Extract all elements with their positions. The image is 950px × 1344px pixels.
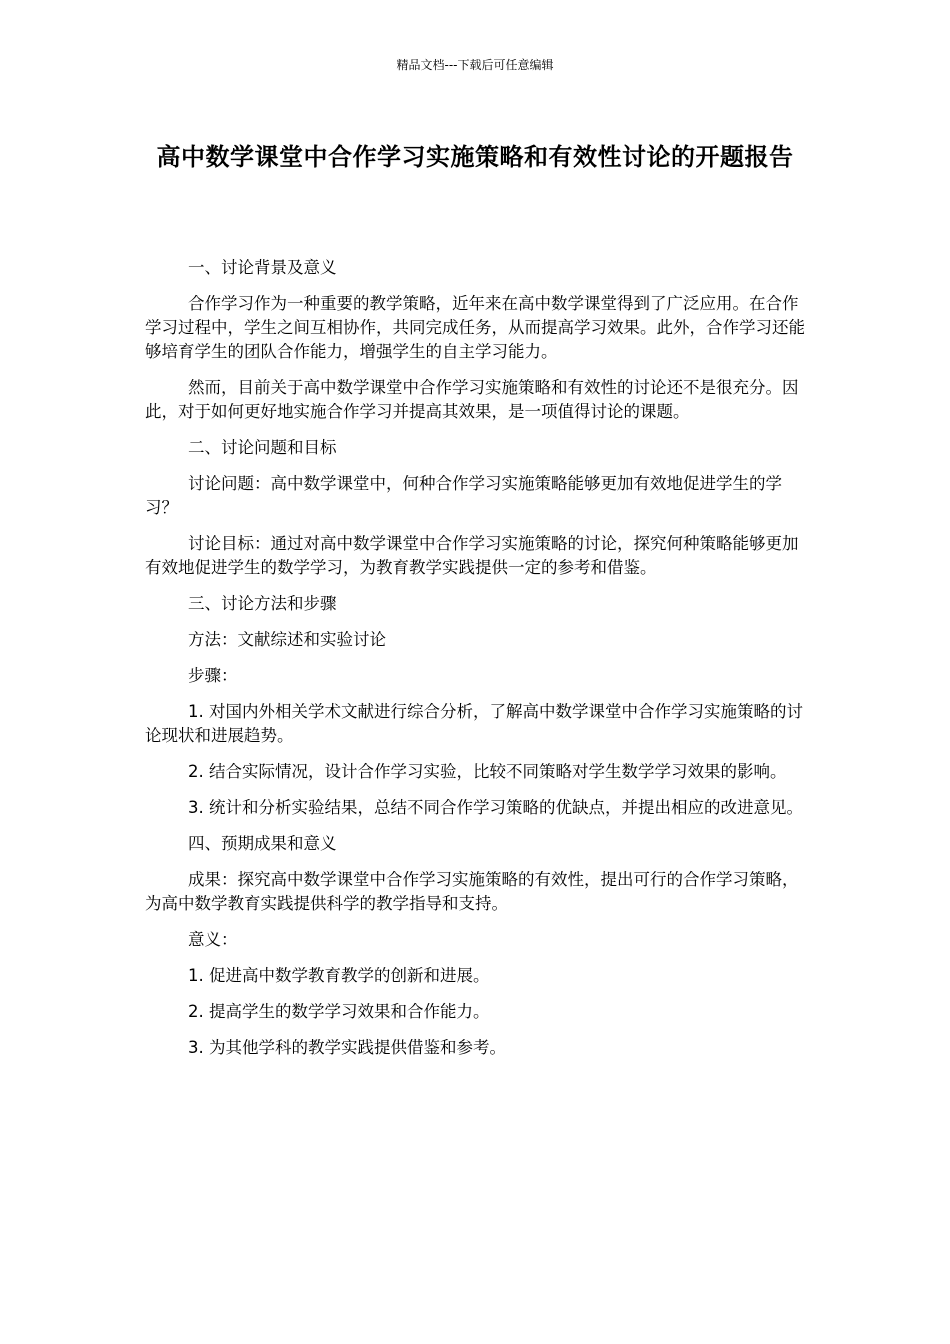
- section-heading-problem: 二、讨论问题和目标: [188, 438, 337, 457]
- paragraph: 意义：: [188, 930, 238, 949]
- paragraph: 方法：文献综述和实验讨论: [188, 630, 386, 649]
- list-item: 2. 提高学生的数学学习效果和合作能力。: [188, 1002, 490, 1021]
- section-heading-outcomes: 四、预期成果和意义: [188, 834, 337, 853]
- paragraph: 然而，目前关于高中数学课堂中合作学习实施策略和有效性的讨论还不是很充分。因此，对于如何更好地实施合作学习并提高其效果，是一项值得讨论的课题。: [145, 378, 799, 421]
- document-body: [145, 256, 811, 1072]
- header-note: 精品文档---下载后可任意编辑: [396, 58, 554, 72]
- list-item: 1. 促进高中数学教育教学的创新和进展。: [188, 966, 490, 985]
- paragraph: 讨论目标：通过对高中数学课堂中合作学习实施策略的讨论，探究何种策略能够更加有效地促进学生的数学学习，为教育教学实践提供一定的参考和借鉴。: [145, 534, 799, 577]
- document-title: 高中数学课堂中合作学习实施策略和有效性讨论的开题报告: [156, 143, 794, 171]
- list-item: 3. 统计和分析实验结果，总结不同合作学习策略的优缺点，并提出相应的改进意见。: [188, 798, 803, 817]
- section-heading-method: 三、讨论方法和步骤: [188, 594, 337, 613]
- paragraph: 讨论问题：高中数学课堂中，何种合作学习实施策略能够更加有效地促进学生的学习？: [145, 474, 782, 517]
- paragraph: 步骤：: [188, 666, 238, 685]
- paragraph: 合作学习作为一种重要的教学策略，近年来在高中数学课堂得到了广泛应用。在合作学习过程中，学生之间互相协作，共同完成任务，从而提高学习效果。此外，合作学习还能够培育学生的团队合作能力，增强学生的自主学习能力。: [145, 294, 805, 361]
- list-item: 2. 结合实际情况，设计合作学习实验，比较不同策略对学生数学学习效果的影响。: [188, 762, 787, 781]
- list-item: 1. 对国内外相关学术文献进行综合分析，了解高中数学课堂中合作学习实施策略的讨论现状和进展趋势。: [145, 702, 803, 745]
- paragraph: 成果：探究高中数学课堂中合作学习实施策略的有效性，提出可行的合作学习策略，为高中数学教育实践提供科学的教学指导和支持。: [145, 870, 799, 913]
- section-heading-background: 一、讨论背景及意义: [188, 258, 337, 277]
- list-item: 3. 为其他学科的教学实践提供借鉴和参考。: [188, 1038, 506, 1057]
